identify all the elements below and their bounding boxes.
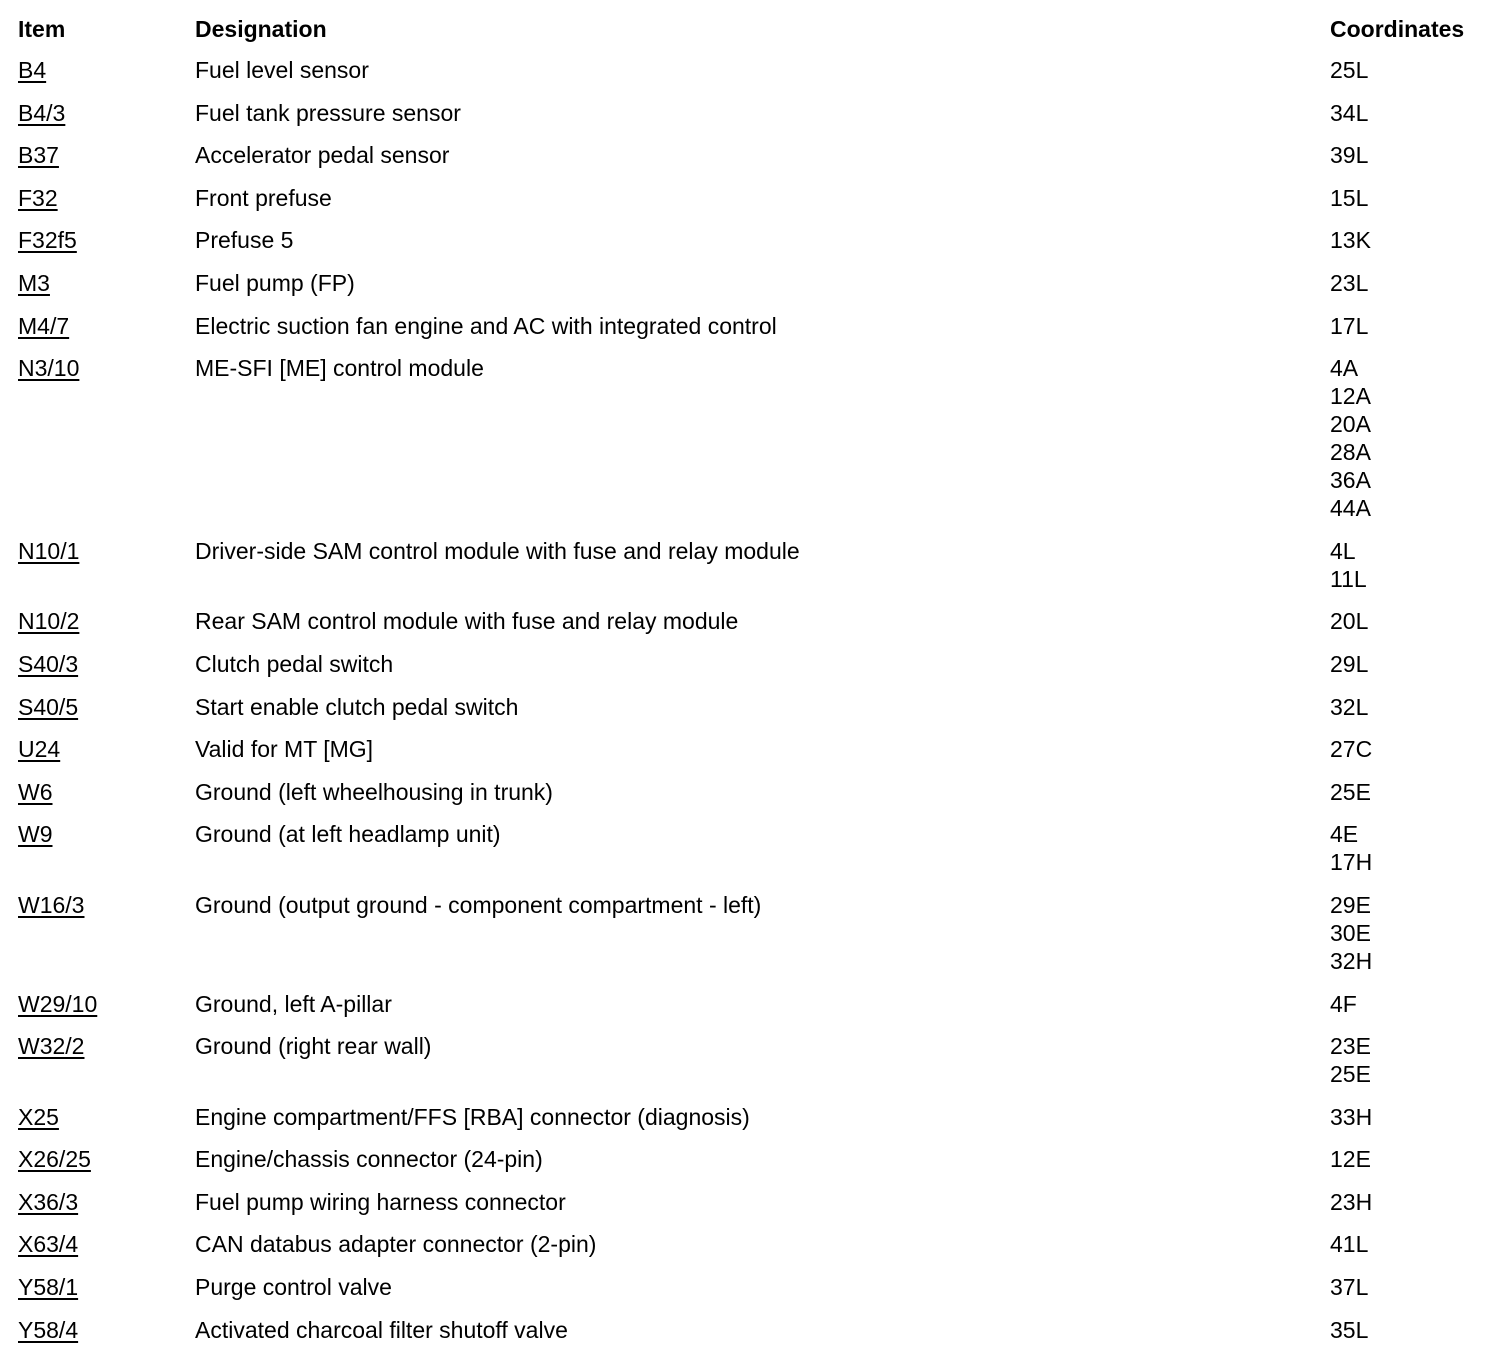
table-row (18, 1316, 1488, 1344)
item-link[interactable]: U24 (18, 736, 61, 763)
designation-cell: Prefuse 5 (195, 227, 294, 254)
table-row (18, 354, 1488, 522)
item-cell (18, 354, 195, 382)
table-header (18, 14, 1488, 56)
component-legend-table (18, 14, 1488, 1358)
table-row (18, 56, 1488, 84)
coordinate-value: 4L (1330, 537, 1356, 564)
coordinate-value: 39L (1330, 142, 1369, 169)
item-link[interactable]: S40/3 (18, 650, 79, 677)
header-coordinates: Coordinates (1330, 16, 1465, 42)
table-row (18, 778, 1488, 806)
designation-cell: Fuel pump wiring harness connector (195, 1188, 566, 1215)
table-row (18, 1032, 1488, 1088)
coordinate-value: 25E (1330, 1061, 1371, 1088)
item-cell (18, 1273, 195, 1301)
item-link[interactable]: B37 (18, 142, 59, 169)
item-link[interactable]: B4/3 (18, 99, 66, 126)
coordinate-value: 12E (1330, 1146, 1371, 1173)
table-row (18, 693, 1488, 721)
table-row (18, 820, 1488, 876)
coordinate-value: 12A (1330, 383, 1371, 410)
item-cell (18, 1316, 195, 1344)
coordinate-value: 37L (1330, 1274, 1369, 1301)
coordinate-value: 29L (1330, 650, 1369, 677)
coordinates-cell (1330, 184, 1488, 212)
designation-cell: Ground, left A-pillar (195, 990, 392, 1017)
item-link[interactable]: B4 (18, 57, 47, 83)
item-cell (18, 1145, 195, 1173)
table-row (18, 269, 1488, 297)
item-link[interactable]: W16/3 (18, 891, 85, 918)
table-row (18, 1273, 1488, 1301)
coordinate-value: 41L (1330, 1231, 1369, 1258)
coordinates-cell (1330, 1145, 1488, 1173)
item-link[interactable]: N10/1 (18, 537, 80, 564)
coordinates-cell (1330, 650, 1488, 678)
table-row (18, 891, 1488, 975)
item-cell (18, 891, 195, 919)
item-cell (18, 735, 195, 763)
designation-cell: Rear SAM control module with fuse and relay module (195, 608, 739, 635)
designation-cell: Activated charcoal filter shutoff valve (195, 1316, 568, 1343)
item-link[interactable]: Y58/4 (18, 1316, 79, 1343)
item-link[interactable]: F32 (18, 184, 58, 211)
designation-cell: Ground (output ground - component compartment - left) (195, 891, 762, 918)
item-link[interactable]: Y58/1 (18, 1274, 79, 1301)
coordinate-value: 27C (1330, 736, 1373, 763)
coordinates-cell (1330, 820, 1488, 876)
coordinate-value: 25E (1330, 778, 1371, 805)
item-link[interactable]: M4/7 (18, 312, 70, 339)
item-cell (18, 184, 195, 212)
coordinates-cell (1330, 226, 1488, 254)
table-row (18, 650, 1488, 678)
table-row (18, 607, 1488, 635)
coordinates-cell (1330, 990, 1488, 1018)
coordinate-value: 4F (1330, 990, 1357, 1017)
designation-cell: Fuel tank pressure sensor (195, 99, 461, 126)
designation-cell: Accelerator pedal sensor (195, 142, 450, 169)
item-cell (18, 99, 195, 127)
table-row (18, 990, 1488, 1018)
item-link[interactable]: W32/2 (18, 1033, 85, 1060)
coordinate-value: 25L (1330, 57, 1369, 83)
table-row (18, 312, 1488, 340)
item-link[interactable]: W29/10 (18, 990, 98, 1017)
coordinate-value: 36A (1330, 467, 1371, 494)
coordinates-cell (1330, 735, 1488, 763)
table-row (18, 184, 1488, 212)
item-cell (18, 693, 195, 721)
coordinates-cell (1330, 1230, 1488, 1258)
coordinate-value: 20A (1330, 411, 1371, 438)
coordinates-cell (1330, 1103, 1488, 1131)
coordinates-cell (1330, 1188, 1488, 1216)
header-designation: Designation (195, 16, 327, 42)
designation-cell: Purge control valve (195, 1274, 392, 1301)
designation-cell: Engine compartment/FFS [RBA] connector (diagnosis) (195, 1103, 750, 1130)
designation-cell: Valid for MT [MG] (195, 736, 374, 763)
coordinates-cell (1330, 537, 1488, 593)
coordinate-value: 13K (1330, 227, 1371, 254)
table-body (18, 56, 1488, 1344)
coordinate-value: 23L (1330, 269, 1369, 296)
table-row (18, 1230, 1488, 1258)
coordinate-value: 44A (1330, 495, 1371, 522)
item-link[interactable]: S40/5 (18, 693, 79, 720)
designation-cell: Engine/chassis connector (24-pin) (195, 1146, 543, 1173)
item-cell (18, 607, 195, 635)
item-link[interactable]: N3/10 (18, 355, 80, 382)
item-cell (18, 56, 195, 84)
item-cell (18, 778, 195, 806)
coordinates-cell (1330, 693, 1488, 721)
coordinates-cell (1330, 1273, 1488, 1301)
designation-cell: Ground (right rear wall) (195, 1033, 432, 1060)
coordinate-value: 17L (1330, 312, 1369, 339)
designation-cell: Fuel pump (FP) (195, 269, 355, 296)
designation-cell: Driver-side SAM control module with fuse and relay module (195, 537, 800, 564)
designation-cell: Start enable clutch pedal switch (195, 693, 519, 720)
coordinates-cell (1330, 354, 1488, 522)
coordinates-cell (1330, 607, 1488, 635)
table-row (18, 226, 1488, 254)
designation-cell: Ground (at left headlamp unit) (195, 821, 501, 848)
coordinate-value: 23H (1330, 1188, 1373, 1215)
coordinates-cell (1330, 56, 1488, 84)
table-row (18, 537, 1488, 593)
coordinate-value: 29E (1330, 891, 1371, 918)
coordinates-cell (1330, 891, 1488, 975)
table-row (18, 1188, 1488, 1216)
coordinates-cell (1330, 778, 1488, 806)
item-link[interactable]: W6 (18, 778, 53, 805)
designation-cell: CAN databus adapter connector (2-pin) (195, 1231, 597, 1258)
coordinates-cell (1330, 1032, 1488, 1088)
item-link[interactable]: N10/2 (18, 608, 80, 635)
designation-cell: Front prefuse (195, 184, 332, 211)
item-cell (18, 650, 195, 678)
item-cell (18, 141, 195, 169)
coordinates-cell (1330, 312, 1488, 340)
coordinate-value: 23E (1330, 1033, 1371, 1060)
table-row (18, 99, 1488, 127)
designation-cell: ME-SFI [ME] control module (195, 355, 484, 382)
item-link[interactable]: X36/3 (18, 1188, 79, 1215)
coordinates-cell (1330, 99, 1488, 127)
coordinate-value: 15L (1330, 184, 1369, 211)
item-cell (18, 312, 195, 340)
coordinate-value: 34L (1330, 99, 1369, 126)
coordinate-value: 33H (1330, 1103, 1373, 1130)
coordinate-value: 28A (1330, 439, 1371, 466)
item-cell (18, 820, 195, 848)
coordinate-value: 32H (1330, 947, 1373, 974)
item-cell (18, 1230, 195, 1258)
item-link[interactable]: X26/25 (18, 1146, 91, 1173)
item-cell (18, 537, 195, 565)
coordinates-cell (1330, 269, 1488, 297)
coordinate-value: 32L (1330, 693, 1369, 720)
item-cell (18, 1103, 195, 1131)
coordinate-value: 4E (1330, 821, 1359, 848)
coordinate-value: 20L (1330, 608, 1369, 635)
designation-cell: Ground (left wheelhousing in trunk) (195, 778, 553, 805)
item-cell (18, 990, 195, 1018)
item-link[interactable]: F32f5 (18, 227, 77, 254)
item-cell (18, 226, 195, 254)
coordinates-cell (1330, 141, 1488, 169)
designation-cell: Fuel level sensor (195, 57, 369, 83)
coordinate-value: 11L (1330, 565, 1367, 592)
item-link[interactable]: X25 (18, 1103, 59, 1130)
item-cell (18, 269, 195, 297)
table-row (18, 141, 1488, 169)
coordinates-cell (1330, 1316, 1488, 1344)
item-link[interactable]: M3 (18, 269, 50, 296)
coordinate-value: 17H (1330, 849, 1373, 876)
designation-cell: Electric suction fan engine and AC with integrated control (195, 312, 777, 339)
designation-cell: Clutch pedal switch (195, 650, 394, 677)
table-row (18, 1145, 1488, 1173)
table-row (18, 735, 1488, 763)
item-link[interactable]: X63/4 (18, 1231, 79, 1258)
coordinate-value: 35L (1330, 1316, 1369, 1343)
item-cell (18, 1188, 195, 1216)
coordinate-value: 4A (1330, 355, 1359, 382)
item-cell (18, 1032, 195, 1060)
table-row (18, 1103, 1488, 1131)
coordinate-value: 30E (1330, 919, 1371, 946)
item-link[interactable]: W9 (18, 821, 53, 848)
header-item: Item (18, 16, 66, 42)
